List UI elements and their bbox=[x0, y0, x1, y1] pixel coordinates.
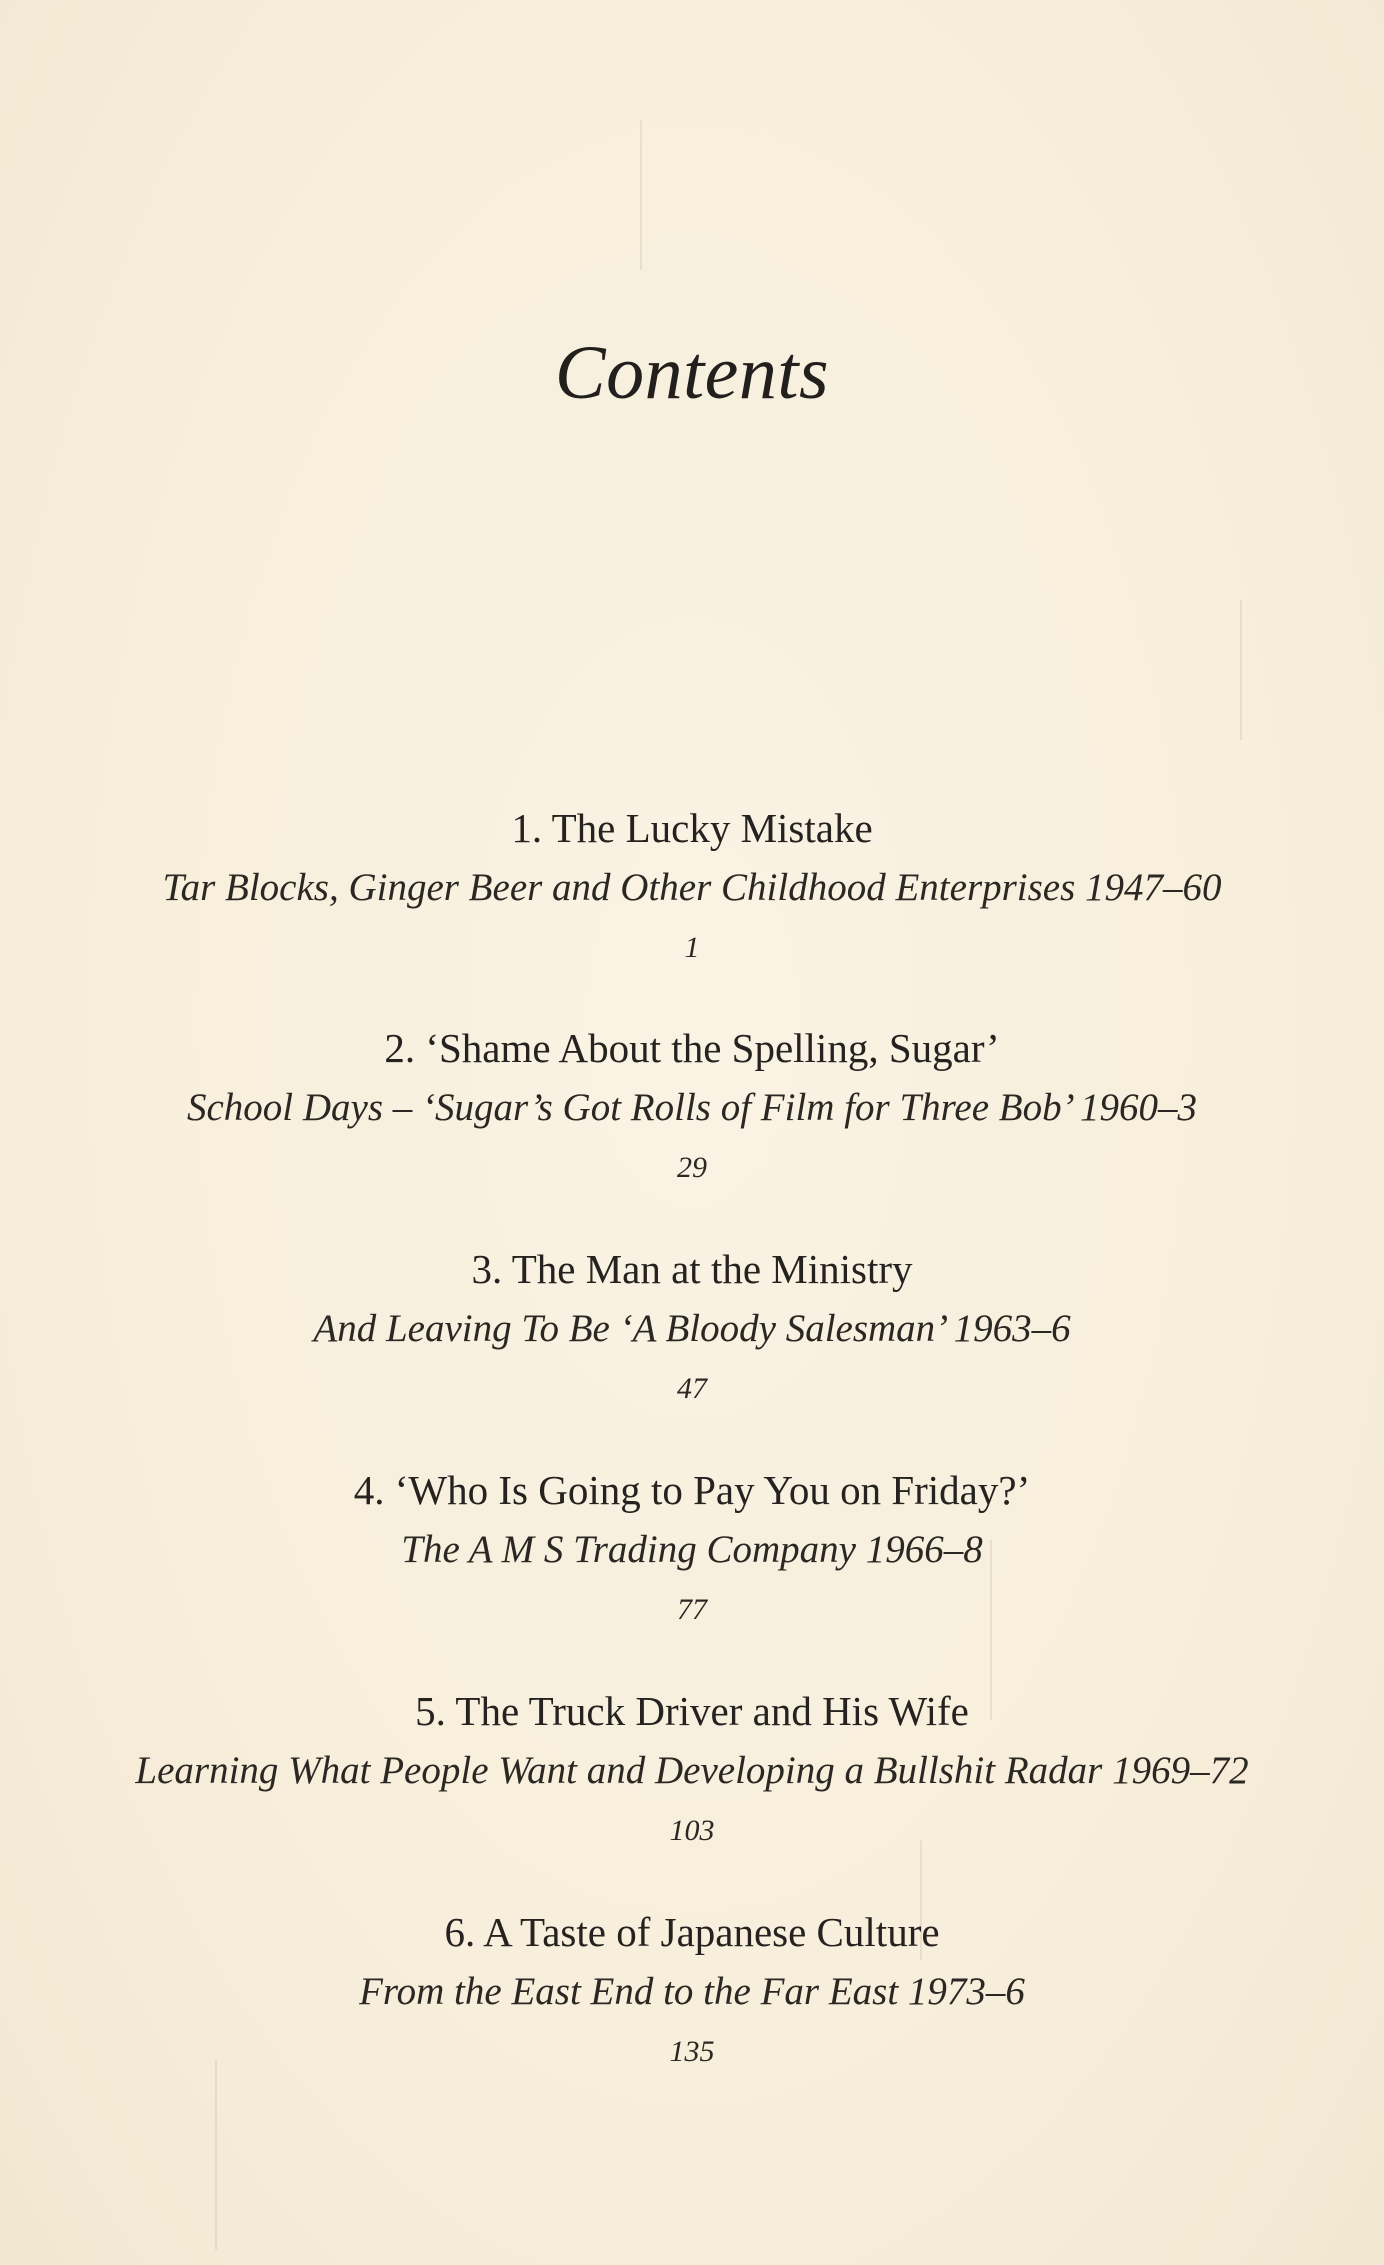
paper-mark bbox=[1240, 600, 1242, 740]
toc-entry-title: 1. The Lucky Mistake bbox=[511, 805, 873, 851]
toc-entry-2 bbox=[0, 1020, 1384, 1196]
paper-mark bbox=[215, 2060, 217, 2250]
toc-entry-title: 5. The Truck Driver and His Wife bbox=[415, 1688, 969, 1734]
toc-entry-6 bbox=[0, 1904, 1384, 2080]
toc-entry-page-number: 1 bbox=[684, 931, 700, 964]
toc-entry-subtitle: Learning What People Want and Developing a Bullshit Radar 1969–72 bbox=[135, 1749, 1249, 1792]
toc-entry-3 bbox=[0, 1241, 1384, 1417]
toc-entry-page-number: 77 bbox=[677, 1593, 707, 1626]
toc-entry-title: 4. ‘Who Is Going to Pay You on Friday?’ bbox=[353, 1467, 1031, 1513]
toc-entry-title: 6. A Taste of Japanese Culture bbox=[444, 1909, 940, 1955]
toc-entry-page-number: 47 bbox=[677, 1372, 707, 1405]
toc-entry-4 bbox=[0, 1462, 1384, 1638]
toc-entry-title: 2. ‘Shame About the Spelling, Sugar’ bbox=[384, 1025, 1000, 1071]
paper-mark bbox=[640, 120, 642, 270]
toc-entry-subtitle: The A M S Trading Company 1966–8 bbox=[401, 1528, 983, 1571]
page-title: Contents bbox=[554, 331, 830, 415]
toc-entry-subtitle: And Leaving To Be ‘A Bloody Salesman’ 1963–6 bbox=[313, 1307, 1071, 1350]
toc-entry-page-number: 103 bbox=[669, 1814, 715, 1847]
toc-entry-title: 3. The Man at the Ministry bbox=[471, 1246, 913, 1292]
toc-entry-page-number: 135 bbox=[669, 2035, 715, 2068]
toc-entry-page-number: 29 bbox=[677, 1151, 707, 1184]
toc-entry-subtitle: Tar Blocks, Ginger Beer and Other Childhood Enterprises 1947–60 bbox=[162, 866, 1222, 909]
toc-entry-subtitle: School Days – ‘Sugar’s Got Rolls of Film for Three Bob’ 1960–3 bbox=[186, 1086, 1197, 1129]
toc-entry-5 bbox=[0, 1683, 1384, 1859]
toc-entry-subtitle: From the East End to the Far East 1973–6 bbox=[359, 1970, 1025, 2013]
toc-entry-1 bbox=[0, 800, 1384, 976]
